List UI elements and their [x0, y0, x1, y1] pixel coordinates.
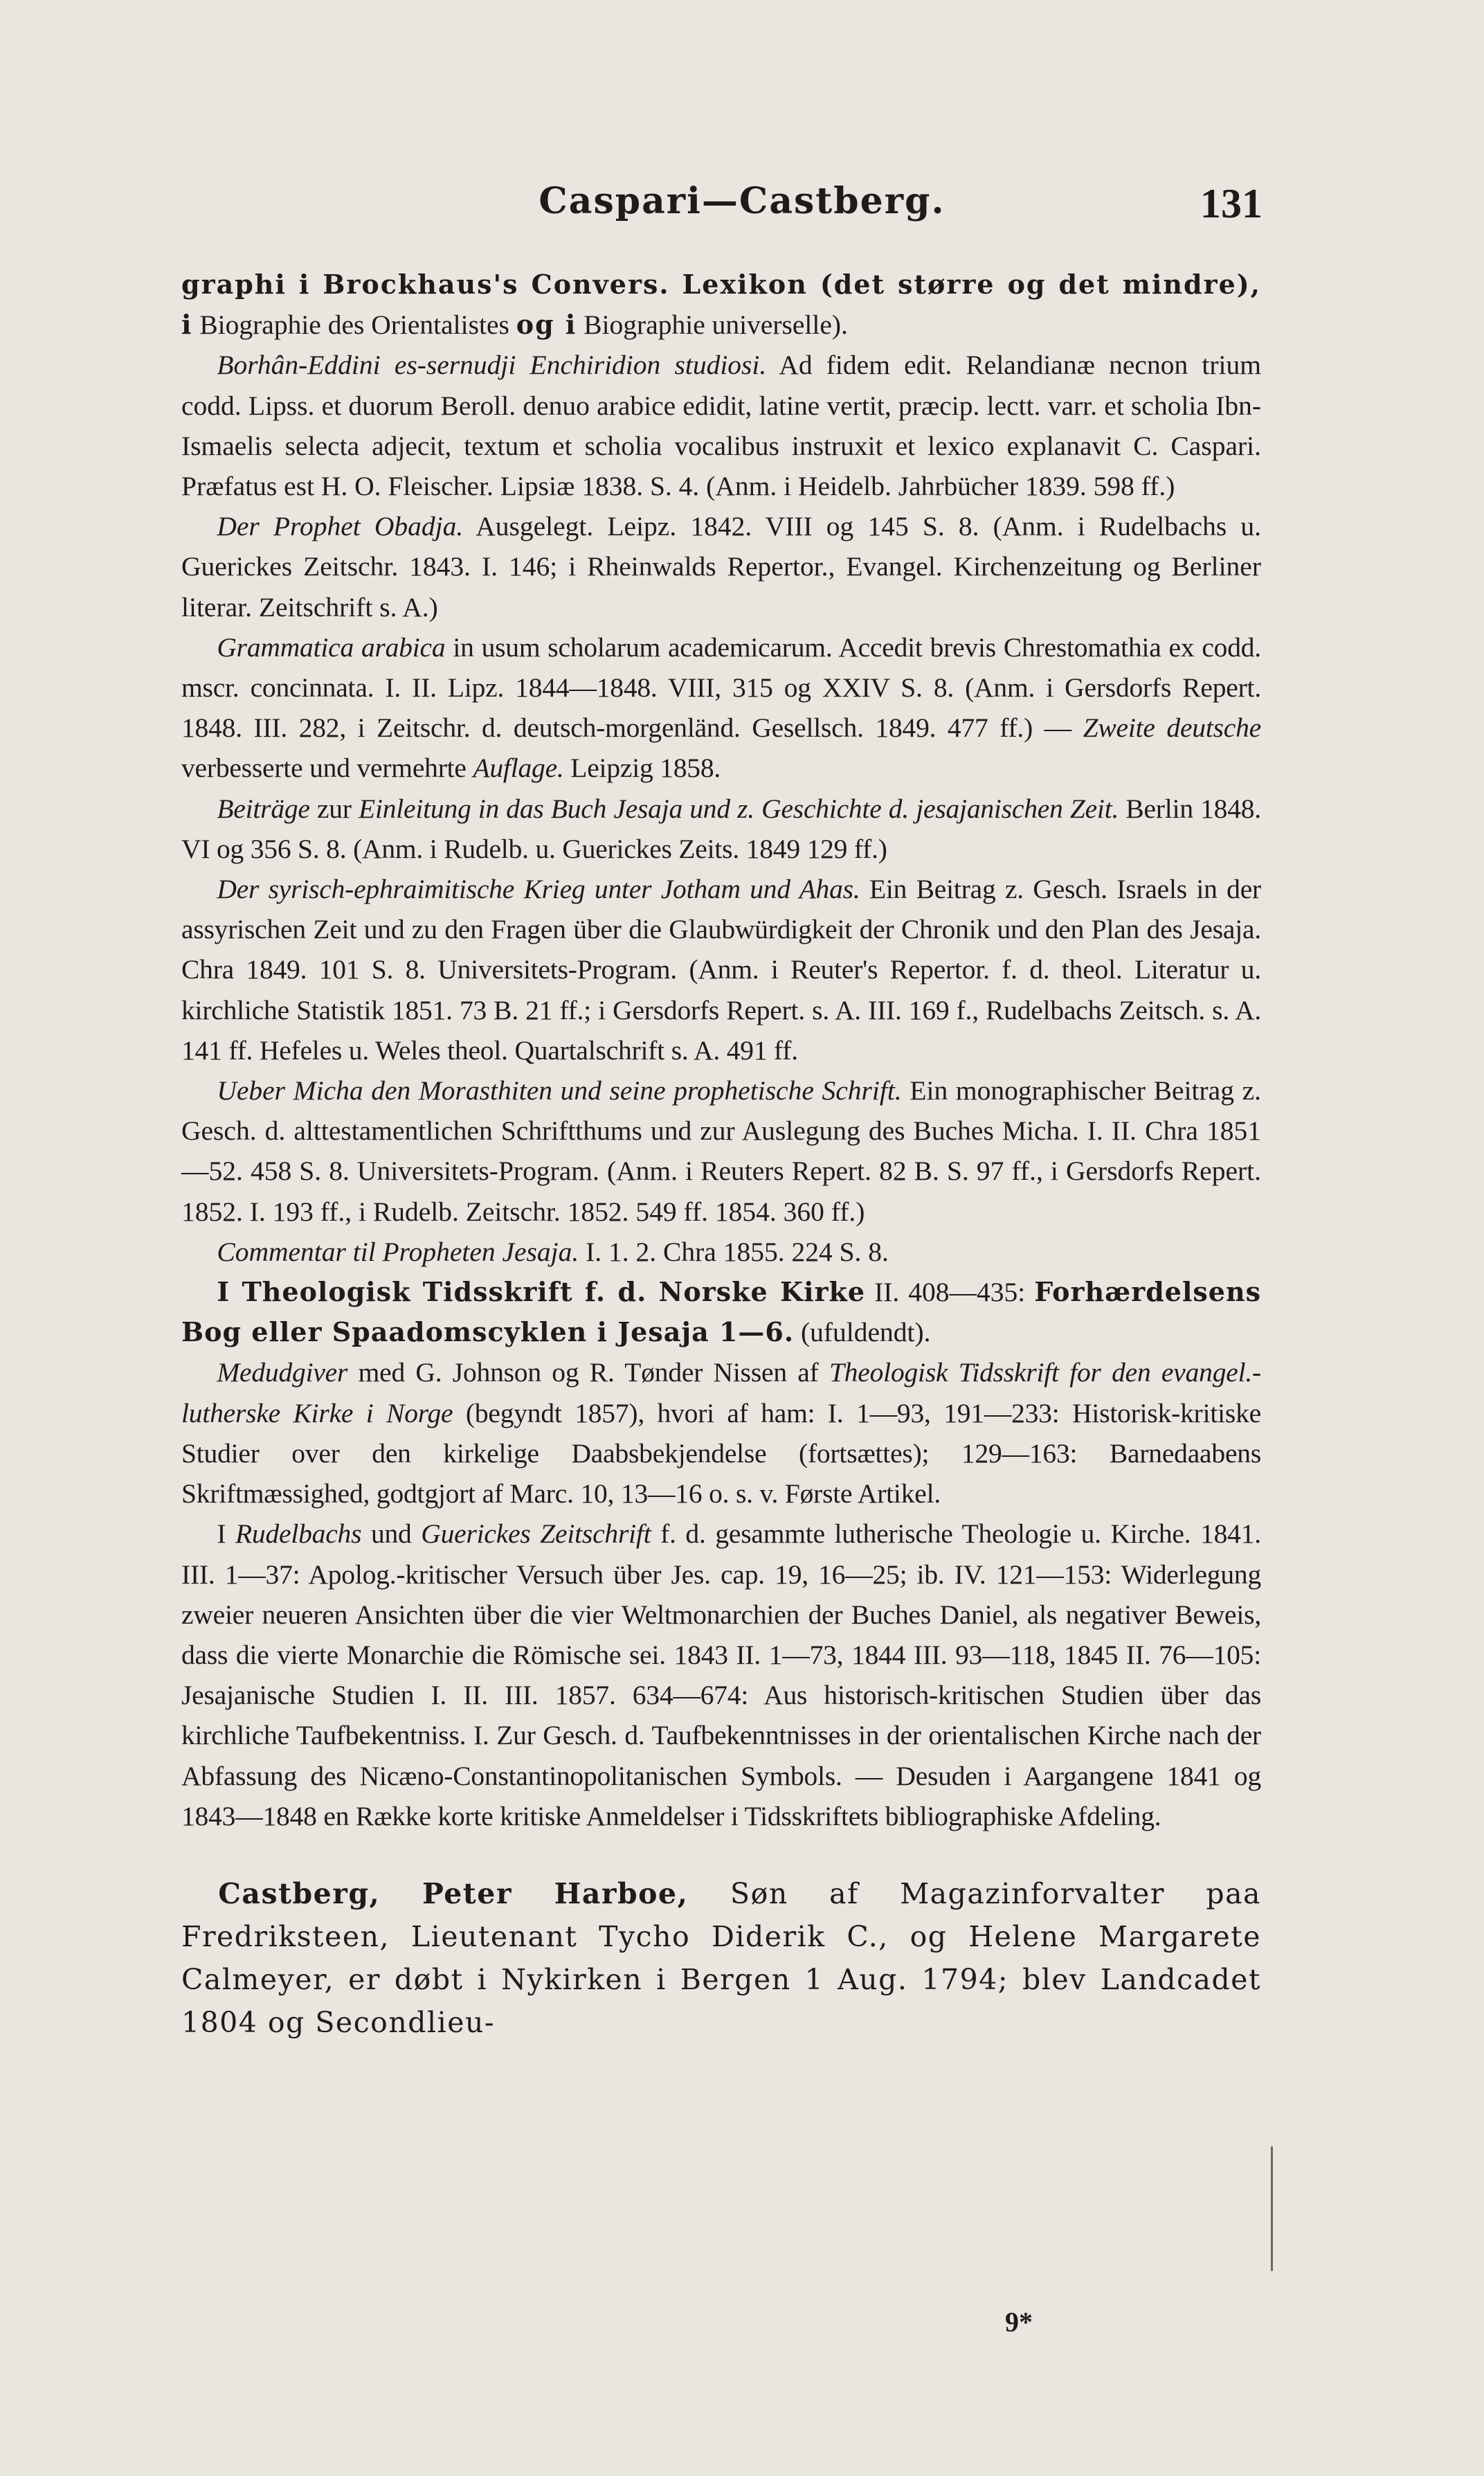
paragraph-1 — [181, 264, 1261, 345]
text-span: Berlin 1848. VI og 356 S. 8. (Anm. i Rudelb. u. Guerickes Zeits. 1849 129 ff.) — [181, 793, 1261, 864]
text-span: und — [370, 1518, 412, 1550]
work-title: Borhân-Eddini es-sernudji Enchiridion studiosi. — [217, 350, 767, 381]
text-span: f. d. gesammte lutherische Theologie u. Kirche. 1841. III. 1—37: Apolog.-kritischer Versuch über Jes. cap. 19, 16—25; ib. IV. 121—153: Widerlegung zweier neueren Ansichten über die vier Weltmonarchien der Buches Daniel, als negativer Beweis, dass die vierte Monarchie die Römische sei. 1843 II. 1—73, 1844 III. 93—118, 1845 II. 76—105: Jesajanische Studien I. II. III. 1857. 634—674: Aus historisch-kritischen Studien über das kirchliche Taufbekentniss. I. Zur Gesch. d. Taufbekenntnisses in der orientalischen Kirche nach der Abfassung des Nicæno-Constantinopolitanischen Symbols. — Desuden i Aargangene 1841 og 1843—1848 en Række korte kritiske Anmeldelser i Tidsskriftets bibliographiske Afdeling. — [181, 1518, 1261, 1831]
blackletter-text: Forhærdelsens Bog eller Spaadomscyklen i Jesaja 1—6. — [181, 1276, 1261, 1348]
page-number: 131 — [1200, 181, 1263, 226]
blackletter-text: graphi i Brockhaus's Convers. Lexikon (det større og det mindre), i — [181, 269, 1261, 341]
margin-rule — [1271, 2146, 1273, 2271]
entry-heading: Castberg, Peter Harboe, — [218, 1876, 689, 1910]
text-span: zur — [316, 793, 352, 824]
section-gap — [181, 1836, 1261, 1872]
signature-mark: 9* — [1005, 2306, 1033, 2338]
paragraph-10 — [181, 1352, 1261, 1514]
text-span: Leipzig 1858. — [570, 753, 721, 784]
text-span: med G. Johnson og R. Tønder Nissen af — [358, 1357, 819, 1388]
paragraph-8 — [181, 1232, 1261, 1272]
text-span: I. 1. 2. Chra 1855. 224 S. 8. — [586, 1236, 889, 1267]
paragraph-castberg — [181, 1872, 1261, 2044]
work-title: Rudelbachs — [235, 1518, 362, 1550]
work-title: Der syrisch-ephraimitische Krieg unter Jotham und Ahas. — [217, 874, 860, 905]
page-title: Caspari—Castberg. — [539, 180, 945, 222]
work-title: Ueber Micha den Morasthiten und seine prophetische Schrift. — [217, 1075, 902, 1106]
work-title: Theologisk Tidsskrift for den evangel.-lutherske Kirke i Norge — [181, 1357, 1261, 1428]
text-span: Ein Beitrag z. Gesch. Israels in der assyrischen Zeit und zu den Fragen über die Glaubwürdigkeit der Chronik und den Plan des Jesaja. Chra 1849. 101 S. 8. Universitets-Program. (Anm. i Reuter's Repertor. f. d. theol. Literatur u. kirchliche Statistik 1851. 73 B. 21 ff.; i Gersdorfs Repert. s. A. III. 169 f., Rudelbachs Zeitsch. s. A. 141 ff. Hefeles u. Weles theol. Quartalschrift s. A. 491 ff. — [181, 874, 1261, 1066]
text-span: (begyndt 1857), hvori af ham: I. 1—93, 191—233: Historisk-kritiske Studier over den kirkelige Daabsbekjendelse (fortsættes); 129—163: Barnedaabens Skriftmæssighed, godtgjort af Marc. 10, 13—16 o. s. v. Første Artikel. — [181, 1397, 1261, 1509]
paragraph-6 — [181, 869, 1261, 1070]
text-span: Ad fidem edit. Relandianæ necnon trium codd. Lipss. et duorum Beroll. denuo arabice edidit, latine vertit, præcip. lectt. varr. et scholia Ibn-Ismaelis selecta adjecit, textum et scholia vocalibus instruxit et lexico explanavit C. Caspari. Præfatus est H. O. Fleischer. Lipsiæ 1838. S. 4. (Anm. i Heidelb. Jahrbücher 1839. 598 ff.) — [181, 350, 1261, 502]
text-span: (ufuldendt). — [800, 1317, 931, 1348]
text-span: in usum scholarum academicarum. Accedit brevis Chrestomathia ex codd. mscr. concinnata. I. II. Lipz. 1844—1848. VIII, 315 og XXIV S. 8. (Anm. i Gersdorfs Repert. 1848. III. 282, i Zeitschr. d. deutsch-morgenländ. Gesellsch. 1849. 477 ff.) — — [181, 631, 1261, 744]
running-header — [0, 180, 1484, 228]
paragraph-2 — [181, 345, 1261, 506]
paragraph-5 — [181, 789, 1261, 869]
paragraph-11 — [181, 1514, 1261, 1836]
paragraph-7 — [181, 1070, 1261, 1232]
work-title: Einleitung in das Buch Jesaja und z. Geschichte d. jesajanischen Zeit. — [359, 793, 1119, 824]
blackletter-text: I Theologisk Tidsskrift f. d. Norske Kirke — [217, 1276, 866, 1308]
body-text — [181, 264, 1261, 2044]
text-span: Ein monographischer Beitrag z. Gesch. d. alttestamentlichen Schriftthums und zur Auslegung des Buches Micha. I. II. Chra 1851—52. 458 S. 8. Universitets-Program. (Anm. i Reuters Repert. 82 B. S. 97 ff., i Gersdorfs Repert. 1852. I. 193 ff., i Rudelb. Zeitschr. 1852. 549 ff. 1854. 360 ff.) — [181, 1075, 1262, 1227]
work-title: Zweite deutsche — [1083, 712, 1261, 744]
text-span: Ausgelegt. Leipz. 1842. VIII og 145 S. 8. (Anm. i Rudelbachs u. Guerickes Zeitschr. 1843. I. 146; i Rheinwalds Repertor., Evangel. Kirchenzeitung og Berliner literar. Zeitschrift s. A.) — [181, 511, 1261, 622]
text-span: Biographie des Orientalistes — [199, 310, 509, 341]
paragraph-9 — [181, 1272, 1261, 1352]
text-span: I — [217, 1518, 226, 1550]
work-title: Beiträge — [217, 793, 310, 824]
paragraph-3 — [181, 506, 1261, 627]
blackletter-text: Søn af Magazinforvalter paa Fredriksteen, Lieutenant Tycho Diderik C., og Helene Margarete Calmeyer, er døbt i Nykirken i Bergen 1 Aug. 1794; blev Landcadet 1804 og Secondlieu- — [181, 1876, 1262, 2039]
work-title: Der Prophet Obadja. — [217, 511, 464, 542]
work-title: Medudgiver — [217, 1357, 348, 1388]
text-span: verbesserte und vermehrte — [181, 753, 467, 784]
work-title: Grammatica arabica — [217, 631, 446, 663]
text-span: Biographie universelle). — [583, 310, 848, 341]
work-title: Auflage. — [473, 753, 564, 784]
text-span: II. 408—435: — [874, 1277, 1026, 1308]
paragraph-4 — [181, 627, 1261, 789]
blackletter-text: og i — [516, 309, 577, 341]
work-title: Commentar til Propheten Jesaja. — [217, 1236, 579, 1267]
work-title: Guerickes Zeitschrift — [421, 1518, 651, 1550]
